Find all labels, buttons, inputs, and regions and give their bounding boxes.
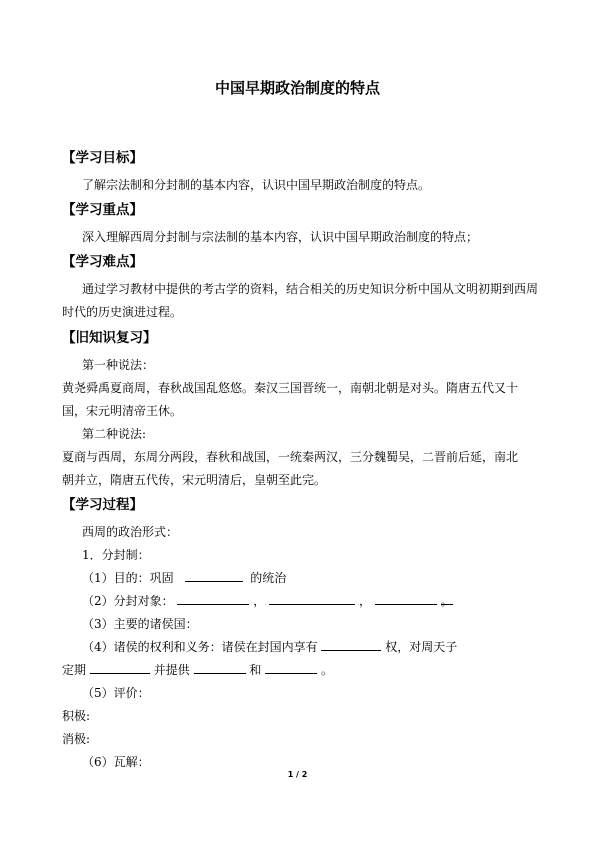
answer-blank-duty-1[interactable] [90,661,150,674]
question-4-prefix: （4）诸侯的权利和义务：诸侯在封国内享有 [82,640,318,654]
question-2-comma-1: ， [253,594,266,608]
heading-learning-goal: 【学习目标】 [62,150,143,166]
question-5: （5）评价： [82,686,150,700]
answer-blank-purpose[interactable] [185,569,243,582]
question-4 [82,638,457,655]
question-3: （3）主要的诸侯国： [82,617,198,631]
process-intro: 西周的政治形式： [82,525,179,539]
heading-difficulty: 【学习难点】 [62,254,143,270]
item-fengjian: 1．分封制： [82,548,150,562]
question-2-comma-2: ， [358,594,371,608]
answer-blank-target-2[interactable] [269,592,355,605]
question-4b-and: 和 [249,663,262,677]
heading-review: 【旧知识复习】 [62,330,157,346]
review-first-line-2: 国，宋元明清帝王休。 [62,404,183,418]
answer-blank-target-1[interactable] [177,592,249,605]
evaluation-negative: 消极: [62,732,91,746]
question-4b-prefix: 定期 [62,663,87,677]
question-4b-end: 。 [321,663,334,677]
review-second-label: 第二种说法: [82,427,147,441]
answer-blank-right[interactable] [321,638,381,651]
answer-blank-target-3[interactable] [375,592,437,605]
question-1-prefix: （1）目的：巩固 [82,571,174,585]
difficulty-line-1: 通过学习教材中提供的考古学的资料，结合相关的历史知识分析中国从文明初期到西周 [82,282,539,296]
question-4b-mid: 并提供 [153,663,190,677]
question-4-continued [62,661,333,678]
question-1-suffix: 的统治 [250,571,287,585]
answer-blank-duty-2[interactable] [194,661,246,674]
evaluation-positive: 积极: [62,709,91,723]
question-2-prefix: （2）分封对象： [82,594,174,608]
heading-process: 【学习过程】 [62,497,143,513]
heading-key-points: 【学习重点】 [62,202,143,218]
page-title: 中国早期政治制度的特点 [214,79,380,97]
review-second-line-2: 朝并立，隋唐五代传，宋元明清后，皇朝至此完。 [62,473,327,487]
review-first-line-1: 黄尧舜禹夏商周，春秋战国乱悠悠。秦汉三国晋统一，南朝北朝是对头。隋唐五代又十 [62,381,519,395]
review-first-label: 第一种说法： [82,358,155,372]
review-second-line-1: 夏商与西周，东周分两段，春秋和战国，一统秦两汉，三分魏蜀吴，二晋前后延，南北 [62,450,519,464]
question-2 [82,592,453,609]
page-number: 1 / 2 [287,770,308,779]
key-text: 深入理解西周分封制与宗法制的基本内容，认识中国早期政治制度的特点； [82,230,479,244]
question-1 [82,569,286,586]
difficulty-line-2: 时代的历史演进过程。 [62,305,183,319]
question-2-end: 。 [440,594,453,608]
question-6: （6）瓦解： [82,755,150,769]
goal-text: 了解宗法制和分封制的基本内容，认识中国早期政治制度的特点。 [82,178,431,192]
answer-blank-duty-3[interactable] [265,661,317,674]
question-4-suffix: 权，对周天子 [385,640,458,654]
